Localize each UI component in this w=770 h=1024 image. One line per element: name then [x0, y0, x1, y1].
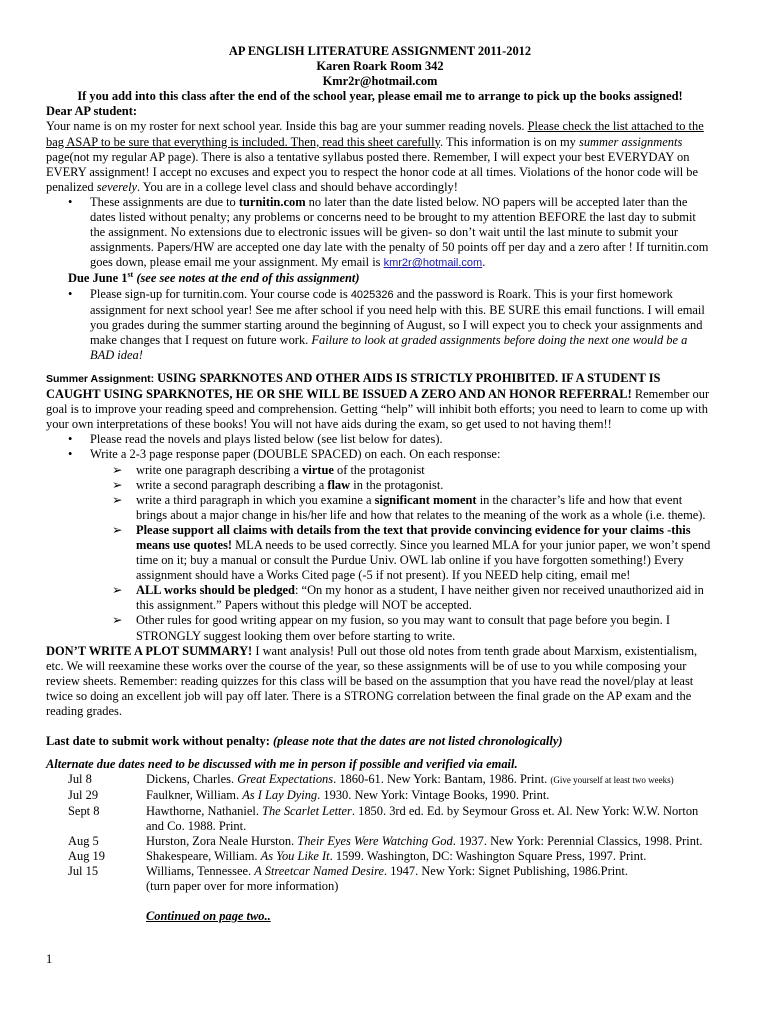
- teacher-line: Karen Roark Room 342: [316, 59, 444, 74]
- arrow4-bold: Please support all claims with details from the text that provide convincing evidence for your claims -this means use quotes!: [136, 522, 691, 552]
- continued-row: [46, 909, 714, 924]
- book-date: Jul 29: [68, 788, 99, 803]
- book-date: Aug 19: [68, 848, 105, 863]
- book-publication: . 1860-61. New York: Bantam, 1986. Print.: [333, 772, 551, 787]
- bullet1-text-c: .: [482, 255, 486, 270]
- intro-text-c: page(not my regular AP page). There is also a tentative syllabus posted there. Remember, I will expect your best EVERYDAY on EVERY assignment! I accept no excuses and expect you to respect the honor code at all times. Violations of the honor code will be penalized: [46, 149, 699, 194]
- spacer: [46, 894, 714, 909]
- write-paper-text: Write a 2-3 page response paper (DOUBLE SPACED) on each. On each response:: [90, 447, 501, 462]
- alternate-dates-note: Alternate due dates need to be discussed with me in person if possible and verified via email.: [46, 757, 518, 772]
- doc-header: [46, 44, 714, 104]
- bullet2-warning: Failure to look at graded assignments before doing the next one would be a BAD idea!: [90, 332, 688, 362]
- arrow-bullet-icon: ➢: [112, 462, 123, 477]
- arrow1-text-c: of the protagonist: [333, 462, 425, 477]
- book-publication: . 1850. 3rd ed. Ed. by Seymour Gross et. Al. New York: W.W. Norton and Co. 1988. Print.: [146, 803, 699, 833]
- email-link[interactable]: kmr2r@hotmail.com: [383, 257, 483, 270]
- due-june-line: [46, 271, 714, 286]
- continued-note: Continued on page two..: [146, 909, 271, 924]
- book-publication: . 1599. Washington, DC: Washington Square Press, 1997. Print.: [329, 848, 647, 863]
- book-row: [46, 804, 714, 834]
- book-citation: [146, 772, 714, 788]
- last-date-bold: Last date to submit work without penalty:: [46, 734, 273, 749]
- bullet-icon: •: [68, 194, 73, 209]
- book-date: Jul 15: [68, 863, 99, 878]
- arrow3-bold: significant moment: [374, 492, 477, 507]
- bullet2-text-a: Please sign-up for turnitin.com. Your course code is: [90, 286, 351, 301]
- document-page: [46, 44, 714, 924]
- book-date: Aug 5: [68, 833, 99, 848]
- due-june-sup: st: [127, 270, 134, 280]
- arrow-item-quotes: [46, 523, 714, 583]
- bullet-read-novels: [46, 432, 714, 447]
- bullet-icon: •: [68, 432, 73, 447]
- arrow2-text-a: write a second paragraph describing a: [136, 477, 328, 492]
- turn-over-note: (turn paper over for more information): [146, 878, 339, 893]
- bullet1-text-a: These assignments are due to: [90, 194, 239, 209]
- book-author: Hawthorne, Nathaniel.: [146, 803, 263, 818]
- summer-assignment-paragraph: [46, 371, 714, 432]
- book-title: Their Eyes Were Watching God: [297, 833, 453, 848]
- book-title: The Scarlet Letter: [262, 803, 352, 818]
- plot-bold: DON’T WRITE A PLOT SUMMARY!: [46, 643, 253, 658]
- bullet1-turnitin: turnitin.com: [238, 194, 306, 209]
- intro-italic-severely: severely: [96, 179, 138, 194]
- book-publication: . 1930. New York: Vintage Books, 1990. Print.: [317, 788, 550, 803]
- book-row: [46, 849, 714, 864]
- bullet1-text-b: no later than the date listed below. NO papers will be accepted later than the dates listed without penalty; any problems or concerns need to be brought to my attention BEFORE the last day to submit the assignment. No extensions due to electronic issues will be given- so don’t wait until the last minute to submit your assignments. Papers/HW are accepted one day late with the penalty of 50 points off per day and a zero after ! If turnitin.com goes down, please email me your assignment. My email is: [90, 194, 709, 270]
- last-date-note: (please note that the dates are not listed chronologically): [273, 734, 563, 749]
- book-title: Great Expectations: [237, 772, 334, 787]
- intro-italic: summer assignments: [578, 134, 683, 149]
- spacer: [46, 363, 714, 371]
- bullet2-text-b: and the password is Roark. This is your first homework assignment for next school year! See me after school if you need help with this. BE SURE this email functions. I will email you grades during the summer starting around the beginning of August, so I will expect you to check your assignments and make changes that I request on future work.: [90, 286, 705, 347]
- arrow-bullet-icon: ➢: [112, 583, 123, 598]
- book-author: Williams, Tennessee.: [146, 863, 255, 878]
- bullet-write-paper: [46, 447, 714, 462]
- arrow2-text-c: in the protagonist.: [350, 477, 444, 492]
- bullet-turnitin-due: [46, 195, 714, 271]
- book-title: As I Lay Dying: [242, 788, 318, 803]
- book-row: [46, 772, 714, 788]
- book-publication: . 1937. New York: Perennial Classics, 1998. Print.: [452, 833, 703, 848]
- bullet-icon: •: [68, 286, 73, 301]
- arrow3-text-c: in the character’s life and how that event brings about a major change in his/her life and how that relates to the meaning of the work as a whole (i.e. theme).: [136, 492, 706, 522]
- book-citation: [146, 788, 714, 803]
- arrow-item-flaw: [46, 478, 714, 493]
- arrow-item-moment: [46, 493, 714, 523]
- turn-over-row: [46, 879, 714, 894]
- empty-date-cell: [46, 879, 146, 894]
- arrow1-text-a: write one paragraph describing a: [136, 462, 303, 477]
- summer-label: Summer Assignment:: [46, 372, 158, 385]
- arrow-item-rules: [46, 613, 714, 643]
- book-author: Faulkner, William.: [146, 788, 243, 803]
- intro-text-d: . You are in a college level class and should behave accordingly!: [137, 179, 458, 194]
- book-title: As You Like It: [260, 848, 330, 863]
- course-code: 4025326: [350, 288, 394, 301]
- book-row: [46, 834, 714, 849]
- book-title: A Streetcar Named Desire: [254, 863, 385, 878]
- book-publication: . 1947. New York: Signet Publishing, 1986.Print.: [384, 863, 628, 878]
- summer-text: Remember our goal is to improve your reading speed and comprehension. Getting “help” will inhibit both efforts; you need to learn to come up with your own interpretations of these books! You will not have aids during the exam, so get used to not having them!!: [46, 387, 710, 432]
- reading-list: [46, 772, 714, 924]
- plot-summary-paragraph: [46, 644, 714, 719]
- empty-date-cell: [46, 909, 146, 924]
- intro-text-a: Your name is on my roster for next school year. Inside this bag are your summer reading novels.: [46, 119, 528, 134]
- arrow-bullet-icon: ➢: [112, 613, 123, 628]
- bullet-turnitin-signup: [46, 287, 714, 363]
- greeting: Dear AP student:: [46, 104, 137, 119]
- due-june-note: (see see notes at the end of this assignment): [133, 271, 360, 286]
- arrow5-bold: ALL works should be pledged: [136, 583, 295, 598]
- arrow2-bold: flaw: [327, 477, 351, 492]
- intro-underlined: Please check the list attached to the bag ASAP to be sure that everything is included. Then, read this sheet carefully: [46, 119, 704, 149]
- arrow-bullet-icon: ➢: [112, 477, 123, 492]
- book-date: Jul 8: [68, 772, 92, 787]
- arrow-bullet-icon: ➢: [112, 522, 123, 537]
- arrow-bullet-icon: ➢: [112, 492, 123, 507]
- page-number: 1: [46, 952, 53, 966]
- sparknotes-warning: USING SPARKNOTES AND OTHER AIDS IS STRICTLY PROHIBITED. IF A STUDENT IS CAUGHT USING SPARKNOTES, HE OR SHE WILL BE ISSUED A ZERO AND AN HONOR REFERRAL!: [46, 370, 661, 402]
- book-note: (Give yourself at least two weeks): [550, 775, 674, 786]
- book-citation: [146, 864, 714, 879]
- book-row: [46, 788, 714, 803]
- plot-text: I want analysis! Pull out those old notes from tenth grade about Marxism, existentialism, etc. We will reexamine these works over the course of the year, so these assignments will be of use to you while composing your review sheets. Remember: reading quizzes for this class will be based on the assumption that you have read the novel/play at least twice so doing an excellent job will pay off later. There is a STRONG correlation between the final grade on the AP exam and the reading grades.: [46, 643, 698, 719]
- arrow-item-virtue: [46, 463, 714, 478]
- arrow4-text-c: MLA needs to be used correctly. Since you learned MLA for your junior paper, we won’t spend time on it; buy a manual or consult the Purdue Univ. OWL lab online if you have forgotten something!) Every assignment should have a Works Cited page (-5 if not present). If you NEED help citing, email me!: [136, 538, 711, 583]
- book-citation: [146, 849, 714, 864]
- book-citation: [146, 834, 714, 849]
- book-author: Shakespeare, William.: [146, 848, 261, 863]
- book-date: Sept 8: [68, 803, 100, 818]
- book-row: [46, 864, 714, 879]
- teacher-email: Kmr2r@hotmail.com: [322, 74, 438, 89]
- arrow-item-pledge: [46, 583, 714, 613]
- book-author: Hurston, Zora Neale Hurston.: [146, 833, 298, 848]
- intro-paragraph: [46, 119, 714, 194]
- spacer: [46, 749, 714, 757]
- due-june-label: Due June 1: [68, 271, 128, 286]
- arrow3-text-a: write a third paragraph in which you examine a: [136, 492, 375, 507]
- arrow6-text: Other rules for good writing appear on my fusion, so you may want to consult that page before you begin. I STRONGLY suggest looking them over before starting to write.: [136, 613, 670, 643]
- arrow5-text-c: : “On my honor as a student, I have neither given nor received unauthorized aid in this assignment.” Papers without this pledge will NOT be accepted.: [136, 583, 704, 613]
- add-class-notice: If you add into this class after the end of the school year, please email me to arrange to pick up the books assigned!: [77, 89, 683, 104]
- book-citation: [146, 804, 714, 834]
- read-novels-text: Please read the novels and plays listed below (see list below for dates).: [90, 432, 443, 447]
- book-author: Dickens, Charles.: [146, 772, 238, 787]
- intro-text-b: . This information is on my: [439, 134, 579, 149]
- arrow1-bold: virtue: [302, 462, 334, 477]
- bullet-icon: •: [68, 447, 73, 462]
- last-date-line: [46, 734, 714, 749]
- doc-title: AP ENGLISH LITERATURE ASSIGNMENT 2011-2012: [228, 44, 532, 58]
- spacer: [46, 719, 714, 734]
